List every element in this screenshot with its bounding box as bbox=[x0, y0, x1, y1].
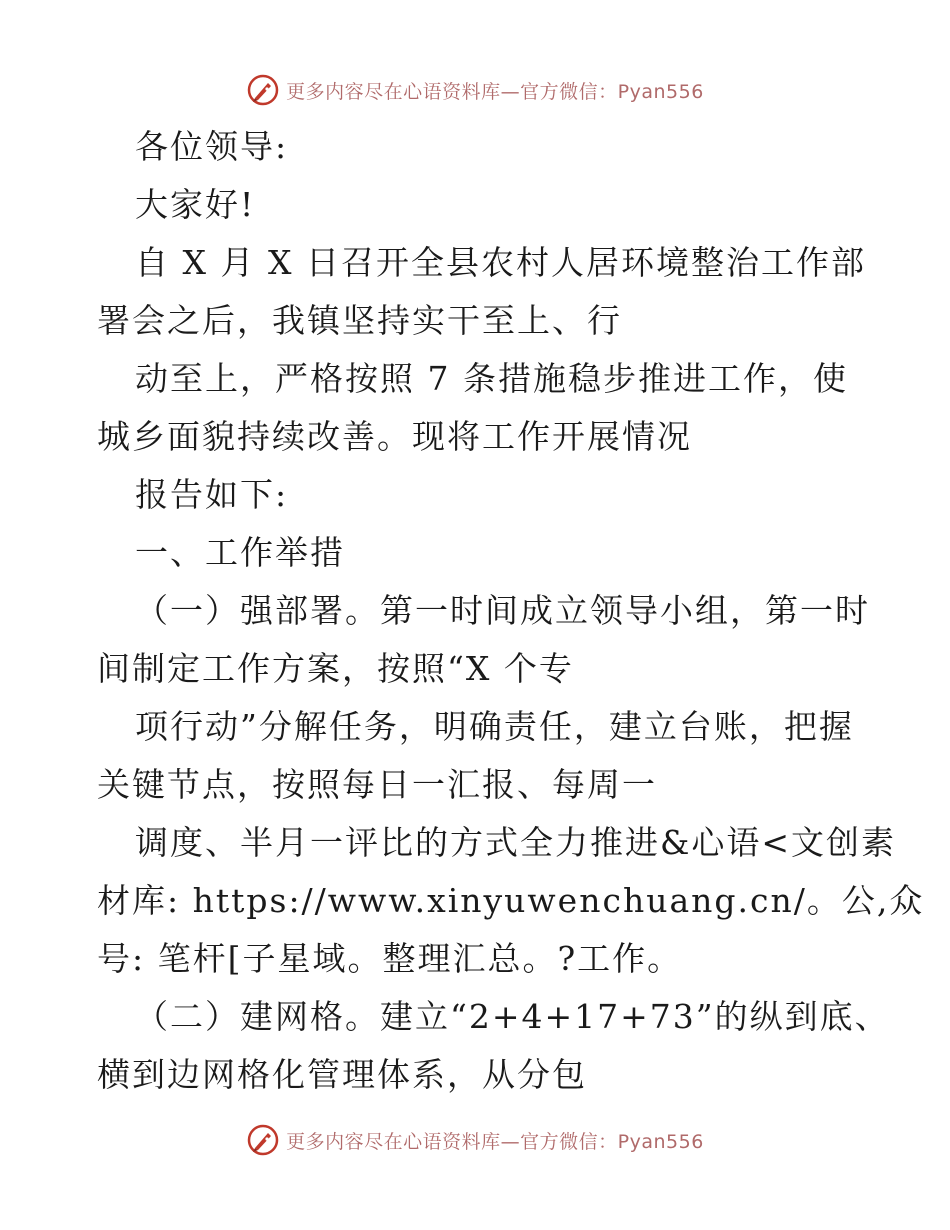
text-line: 材库: https://www.xinyuwenchuang.cn/。公,众 bbox=[97, 881, 925, 920]
watermark-text: 更多内容尽在心语资料库—官方微信：Pyan556 bbox=[286, 80, 704, 103]
watermark-text: 更多内容尽在心语资料库—官方微信：Pyan556 bbox=[286, 1130, 704, 1153]
text-line: （一）强部署。第一时间成立领导小组，第一时 bbox=[135, 591, 870, 630]
text-line: 关键节点，按照每日一汇报、每周一 bbox=[97, 765, 657, 804]
header-watermark bbox=[0, 70, 950, 110]
greeting-line: 大家好! bbox=[135, 185, 256, 224]
text-line: 署会之后，我镇坚持实干至上、行 bbox=[97, 301, 622, 340]
text-line: 报告如下: bbox=[135, 475, 289, 514]
text-line: 项行动”分解任务，明确责任，建立台账，把握 bbox=[135, 707, 854, 746]
text-line: 自 X 月 X 日召开全县农村人居环境整治工作部 bbox=[135, 243, 866, 282]
text-line: 间制定工作方案，按照“X 个专 bbox=[97, 649, 574, 688]
text-line: 调度、半月一评比的方式全力推进&心语<文创素 bbox=[135, 823, 897, 862]
text-line: （二）建网格。建立“2+4+17+73”的纵到底、 bbox=[135, 997, 890, 1036]
footer-watermark bbox=[0, 1120, 950, 1160]
text-line: 动至上，严格按照 7 条措施稳步推进工作，使 bbox=[135, 359, 848, 398]
text-line: 号: 笔杆[子星域。整理汇总。?工作。 bbox=[97, 939, 683, 978]
section-heading: 一、工作举措 bbox=[135, 533, 345, 572]
text-line: 城乡面貌持续改善。现将工作开展情况 bbox=[97, 417, 692, 456]
salutation-line: 各位领导: bbox=[135, 127, 289, 166]
pen-nib-circle-icon bbox=[246, 1123, 280, 1157]
text-line: 横到边网格化管理体系，从分包 bbox=[97, 1055, 587, 1094]
pen-nib-circle-icon bbox=[246, 73, 280, 107]
